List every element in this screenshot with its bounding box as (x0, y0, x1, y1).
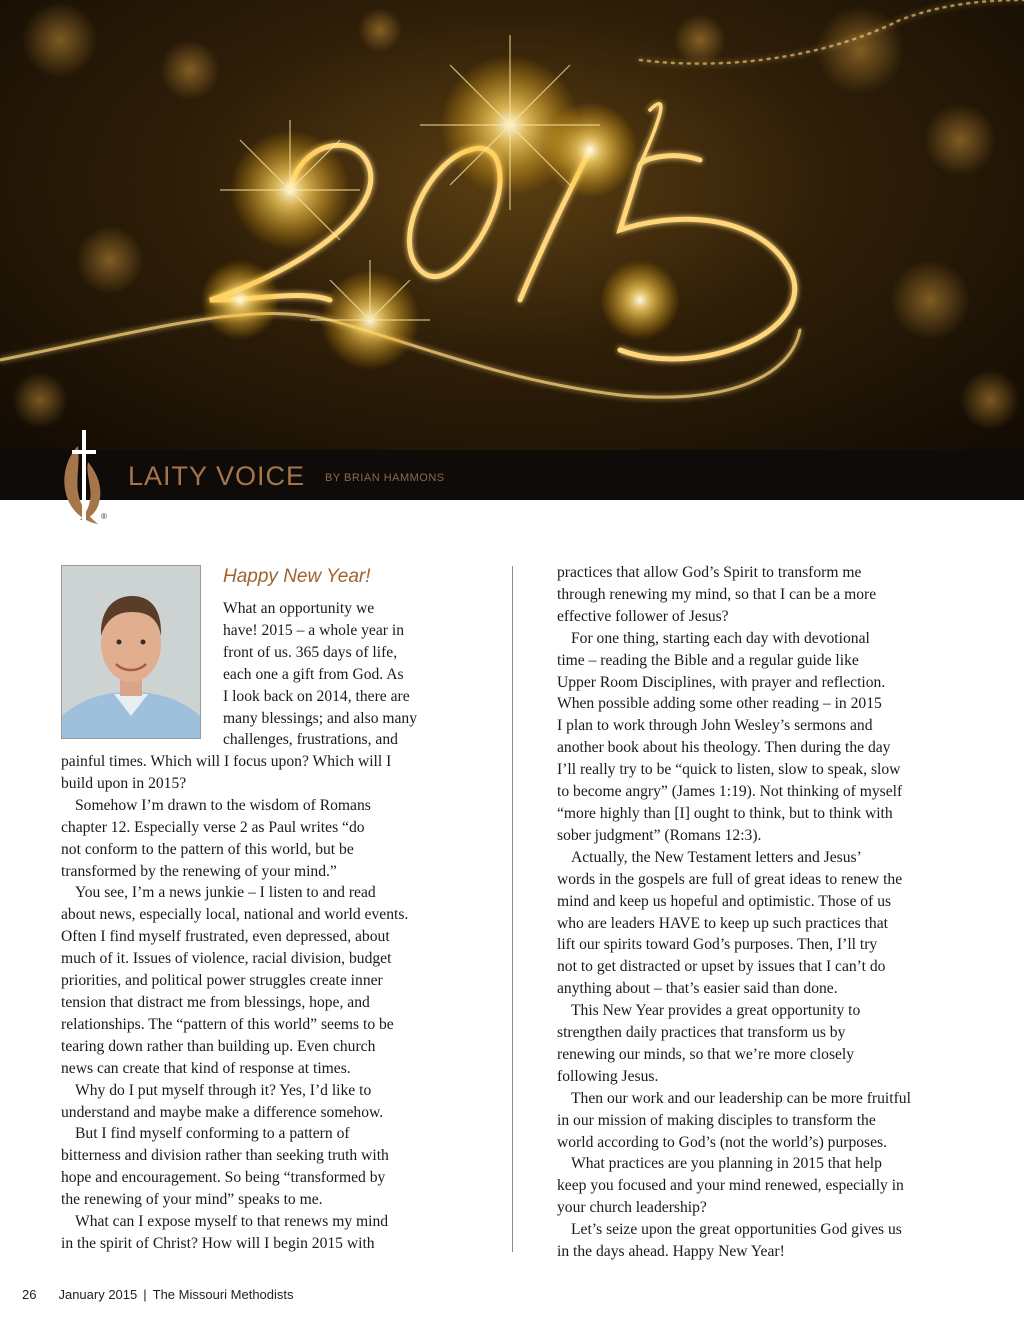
paragraph-line: relationships. The “pattern of this world” seems to be (61, 1015, 394, 1033)
paragraph-line: practices that allow God’s Spirit to transform me (557, 564, 862, 581)
intro-line: each one a gift from God. As (223, 665, 404, 683)
paragraph-line: who are leaders HAVE to keep up such practices that (557, 914, 888, 932)
paragraph-line: effective follower of Jesus? (557, 607, 729, 625)
paragraph-line: following Jesus. (557, 1067, 659, 1085)
article-paragraph (61, 1211, 408, 1255)
article-paragraph (61, 795, 408, 883)
hero-fireworks-image (0, 0, 1024, 452)
intro-line: front of us. 365 days of life, (223, 643, 398, 661)
intro-line: What an opportunity we (223, 600, 375, 617)
paragraph-line: lift our spirits toward God’s purposes. Then, I’ll try (557, 936, 878, 954)
registered-mark: ® (101, 512, 107, 521)
article-paragraph (61, 1080, 408, 1124)
paragraph-line: For one thing, starting each day with devotional (571, 629, 870, 647)
paragraph-line: bitterness and division rather than seeking truth with (61, 1147, 389, 1165)
paragraph-line: renewing our minds, so that we’re more closely (557, 1045, 855, 1063)
paragraph-line: What practices are you planning in 2015 that help (571, 1155, 882, 1173)
paragraph-line: Actually, the New Testament letters and Jesus’ (571, 848, 862, 866)
article-intro-wrap (223, 598, 417, 751)
paragraph-line: hope and encouragement. So being “transformed by (61, 1169, 386, 1187)
paragraph-line: in our mission of making disciples to transform the (557, 1111, 876, 1129)
paragraph-line: When possible adding some other reading – in 2015 (557, 695, 882, 713)
paragraph-line: Then our work and our leadership can be more fruitful (571, 1089, 911, 1107)
column-divider (512, 566, 513, 1252)
article-left-column (61, 751, 408, 1255)
paragraph-line: not conform to the pattern of this world, but be (61, 840, 354, 858)
intro-line: have! 2015 – a whole year in (223, 621, 404, 639)
article-paragraph (557, 1000, 911, 1088)
paragraph-line: news can create that kind of response at times. (61, 1059, 351, 1077)
paragraph-line: Often I find myself frustrated, even depressed, about (61, 928, 390, 946)
section-title: LAITY VOICE (128, 461, 306, 491)
paragraph-line: not to get distracted or upset by issues that I can’t do (557, 958, 886, 976)
paragraph-line: through renewing my mind, so that I can be a more (557, 585, 877, 603)
paragraph-line: Upper Room Disciplines, with prayer and reflection. (557, 673, 886, 691)
paragraph-line: priorities, and political power struggles create inner (61, 972, 383, 990)
paragraph-line: much of it. Issues of violence, racial division, budget (61, 950, 392, 968)
paragraph-line: in the spirit of Christ? How will I begin 2015 with (61, 1234, 375, 1252)
paragraph-line: about news, especially local, national and world events. (61, 906, 409, 924)
paragraph-line: your church leadership? (557, 1199, 707, 1217)
paragraph-line: sober judgment” (Romans 12:3). (557, 826, 762, 844)
article-paragraph (557, 628, 911, 847)
paragraph-line: tearing down rather than building up. Even church (61, 1037, 376, 1055)
paragraph-line: world according to God’s (not the world’s) purposes. (557, 1133, 888, 1151)
intro-line: many blessings; and also many (223, 709, 418, 727)
paragraph-line: This New Year provides a great opportunity to (571, 1002, 861, 1020)
article-paragraph (557, 1088, 911, 1154)
paragraph-line: Let’s seize upon the great opportunities God gives us (571, 1221, 902, 1239)
paragraph-line: Somehow I’m drawn to the wisdom of Romans (75, 796, 371, 814)
issue-date: January 2015 (58, 1287, 138, 1302)
article-paragraph (61, 1123, 408, 1211)
paragraph-line: understand and maybe make a difference somehow. (61, 1103, 384, 1121)
footer-separator: | (143, 1287, 147, 1302)
paragraph-line: Why do I put myself through it? Yes, I’d like to (75, 1081, 372, 1099)
paragraph-line: build upon in 2015? (61, 774, 187, 792)
paragraph-line: time – reading the Bible and a regular guide like (557, 651, 859, 669)
firework-bursts (200, 35, 680, 370)
paragraph-line: transformed by the renewing of your mind.” (61, 862, 337, 880)
paragraph-line: to become angry” (James 1:19). Not thinking of myself (557, 783, 903, 801)
article-paragraph (557, 1219, 911, 1263)
paragraph-line: You see, I’m a news junkie – I listen to and read (75, 884, 376, 902)
author-photo (61, 565, 201, 739)
publication-name: The Missouri Methodists (152, 1287, 294, 1302)
hero-2015-artwork (0, 0, 1024, 452)
paragraph-line: I’ll really try to be “quick to listen, slow to speak, slow (557, 761, 901, 779)
article-right-column (557, 562, 911, 1263)
article-paragraph (557, 1153, 911, 1219)
paragraph-line: What can I expose myself to that renews my mind (75, 1213, 389, 1231)
page-footer (22, 1287, 294, 1303)
paragraph-line: chapter 12. Especially verse 2 as Paul writes “do (61, 818, 365, 836)
paragraph-line: another book about his theology. Then during the day (557, 739, 891, 757)
paragraph-line: “more highly than [I] ought to think, but to think with (557, 804, 893, 822)
paragraph-line: words in the gospels are full of great ideas to renew the (557, 870, 903, 888)
paragraph-line: tension that distract me from blessings, hope, and (61, 993, 370, 1011)
intro-line: challenges, frustrations, and (223, 731, 398, 749)
article-paragraph (61, 751, 408, 795)
paragraph-line: strengthen daily practices that transform us by (557, 1024, 846, 1042)
article-paragraph (557, 562, 911, 628)
article-headline: Happy New Year! (223, 566, 371, 587)
article-paragraph (557, 847, 911, 1000)
paragraph-line: in the days ahead. Happy New Year! (557, 1243, 785, 1261)
paragraph-line: But I find myself conforming to a pattern of (75, 1125, 350, 1143)
paragraph-line: painful times. Which will I focus upon? Which will I (61, 753, 392, 770)
paragraph-line: I plan to work through John Wesley’s sermons and (557, 717, 873, 735)
author-byline: BY BRIAN HAMMONS (325, 472, 445, 484)
article-paragraph (61, 882, 408, 1079)
intro-line: I look back on 2014, there are (223, 687, 410, 705)
paragraph-line: keep you focused and your mind renewed, especially in (557, 1177, 904, 1195)
paragraph-line: the renewing of your mind” speaks to me. (61, 1191, 323, 1209)
paragraph-line: mind and keep us hopeful and optimistic. Those of us (557, 892, 892, 910)
paragraph-line: anything about – that’s easier said than done. (557, 980, 838, 998)
author-portrait-image (62, 566, 200, 738)
page-number: 26 (22, 1287, 37, 1302)
